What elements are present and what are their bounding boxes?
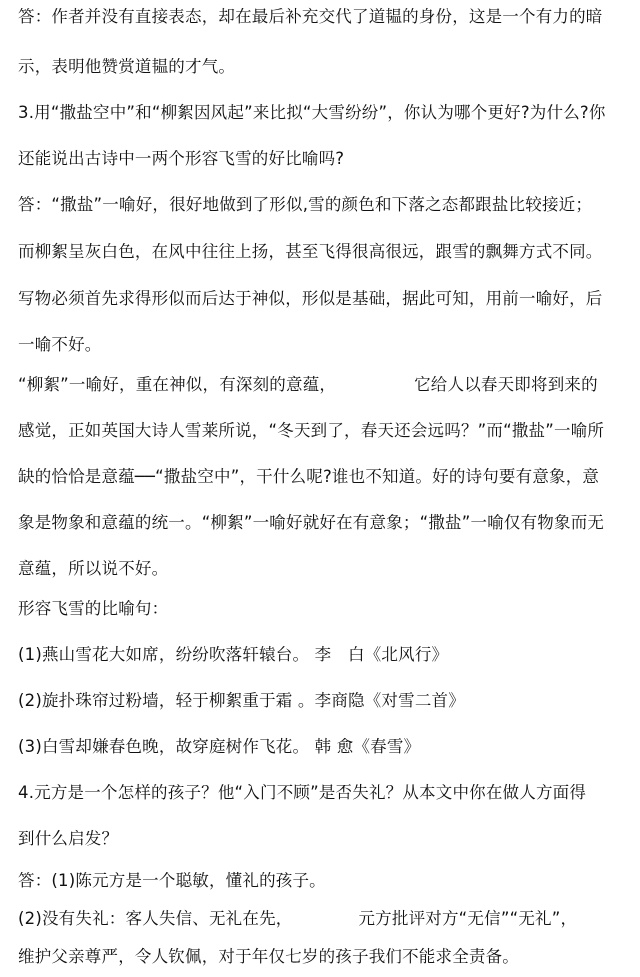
text-line: 维护父亲尊严，令人钦佩，对于年仅七岁的孩子我们不能求全责备。 <box>18 947 519 966</box>
text-line <box>18 904 577 934</box>
text-line: 答：作者并没有直接表态，却在最后补充交代了道韫的身份，这是一个有力的暗 <box>18 7 603 26</box>
text-line: 示，表明他赞赏道韫的才气。 <box>18 57 236 76</box>
text-line: 答：“撒盐”一喻好，很好地做到了形似,雪的颜色和下落之态都跟盐比较接近； <box>18 195 593 214</box>
text-line: 写物必须首先求得形似而后达于神似，形似是基础，据此可知，用前一喻好，后 <box>18 289 603 308</box>
text-line <box>18 370 598 400</box>
text-line: 一喻不好。 <box>18 335 102 354</box>
text-line: (1)燕山雪花大如席，纷纷吹落轩辕台。 李 白《北风行》 <box>18 645 449 664</box>
text-segment: 它给人以春天即将到来的 <box>414 375 598 394</box>
text-line: 缺的恰恰是意蕴──“撒盐空中”，干什么呢?谁也不知道。好的诗句要有意象，意 <box>18 467 600 486</box>
text-line: 3.用“撒盐空中”和“柳絮因风起”来比拟“大雪纷纷”，你认为哪个更好?为什么?你 <box>18 103 606 122</box>
text-line: (3)白雪却嫌春色晚，故穿庭树作飞花。 韩 愈《春雪》 <box>18 737 421 756</box>
text-line: 意蕴，所以说不好。 <box>18 559 169 578</box>
text-segment: (2)没有失礼：客人失信、无礼在先， <box>18 909 293 928</box>
text-line: 而柳絮呈灰白色，在风中往往上扬，甚至飞得很高很远，跟雪的飘舞方式不同。 <box>18 242 603 261</box>
text-segment: 元方批评对方“无信”“无礼”， <box>358 909 578 928</box>
text-line: 象是物象和意蕴的统一。“柳絮”一喻好就好在有意象；“撒盐”一喻仅有物象而无 <box>18 513 605 532</box>
text-segment: “柳絮”一喻好，重在神似，有深刻的意蕴， <box>18 375 337 394</box>
text-line: 还能说出古诗中一两个形容飞雪的好比喻吗? <box>18 149 345 168</box>
text-line: 到什么启发？ <box>18 829 119 848</box>
text-line: 形容飞雪的比喻句： <box>18 599 169 618</box>
text-line: 答：(1)陈元方是一个聪敏，懂礼的孩子。 <box>18 871 326 890</box>
text-line: 4.元方是一个怎样的孩子？他“入门不顾”是否失礼？从本文中你在做人方面得 <box>18 783 587 802</box>
text-line: 感觉，正如英国大诗人雪莱所说，“冬天到了，春天还会远吗？”而“撒盐”一喻所 <box>18 421 605 440</box>
text-line: (2)旋扑珠帘过粉墙，轻于柳絮重于霜 。李商隐《对雪二首》 <box>18 691 465 710</box>
